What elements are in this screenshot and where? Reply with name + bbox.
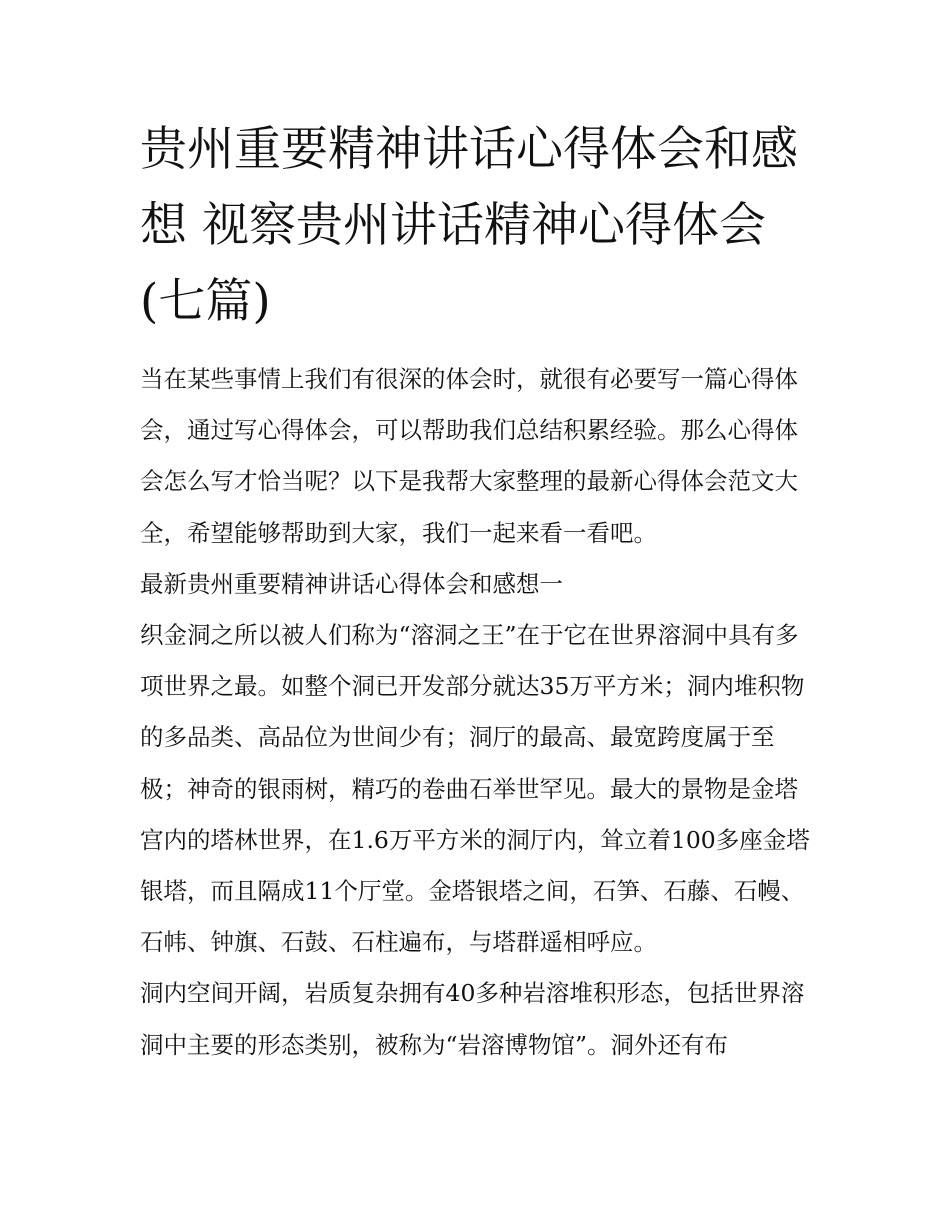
section-heading: 最新贵州重要精神讲话心得体会和感想一 (140, 569, 563, 598)
body-paragraph: 洞内空间开阔，岩质复杂拥有40多种岩溶堆积形态，包括世界溶洞中主要的形态类别，被称为“岩溶博物馆”。洞外还有布 (140, 979, 805, 1059)
document-body (140, 354, 820, 1071)
intro-paragraph: 当在某些事情上我们有很深的体会时，就很有必要写一篇心得体会，通过写心得体会，可以帮助我们总结积累经验。那么心得体会怎么写才恰当呢？以下是我帮大家整理的最新心得体会范文大全，希望能够帮助到大家，我们一起来看一看吧。 (140, 365, 798, 547)
body-paragraph: 织金洞之所以被人们称为“溶洞之王”在于它在世界溶洞中具有多项世界之最。如整个洞已开发部分就达35万平方米；洞内堆积物的多品类、高品位为世间少有；洞厅的最高、最宽跨度属于至极；神奇的银雨树，精巧的卷曲石举世罕见。最大的景物是金塔宫内的塔林世界，在1.6万平方米的洞厅内，耸立着100多座金塔银塔，而且隔成11个厅堂。金塔银塔之间，石笋、石藤、石幔、石帏、钟旗、石鼓、石柱遍布，与塔群遥相呼应。 (140, 621, 810, 957)
document-title: 贵州重要精神讲话心得体会和感想 视察贵州讲话精神心得体会(七篇) (140, 122, 798, 329)
